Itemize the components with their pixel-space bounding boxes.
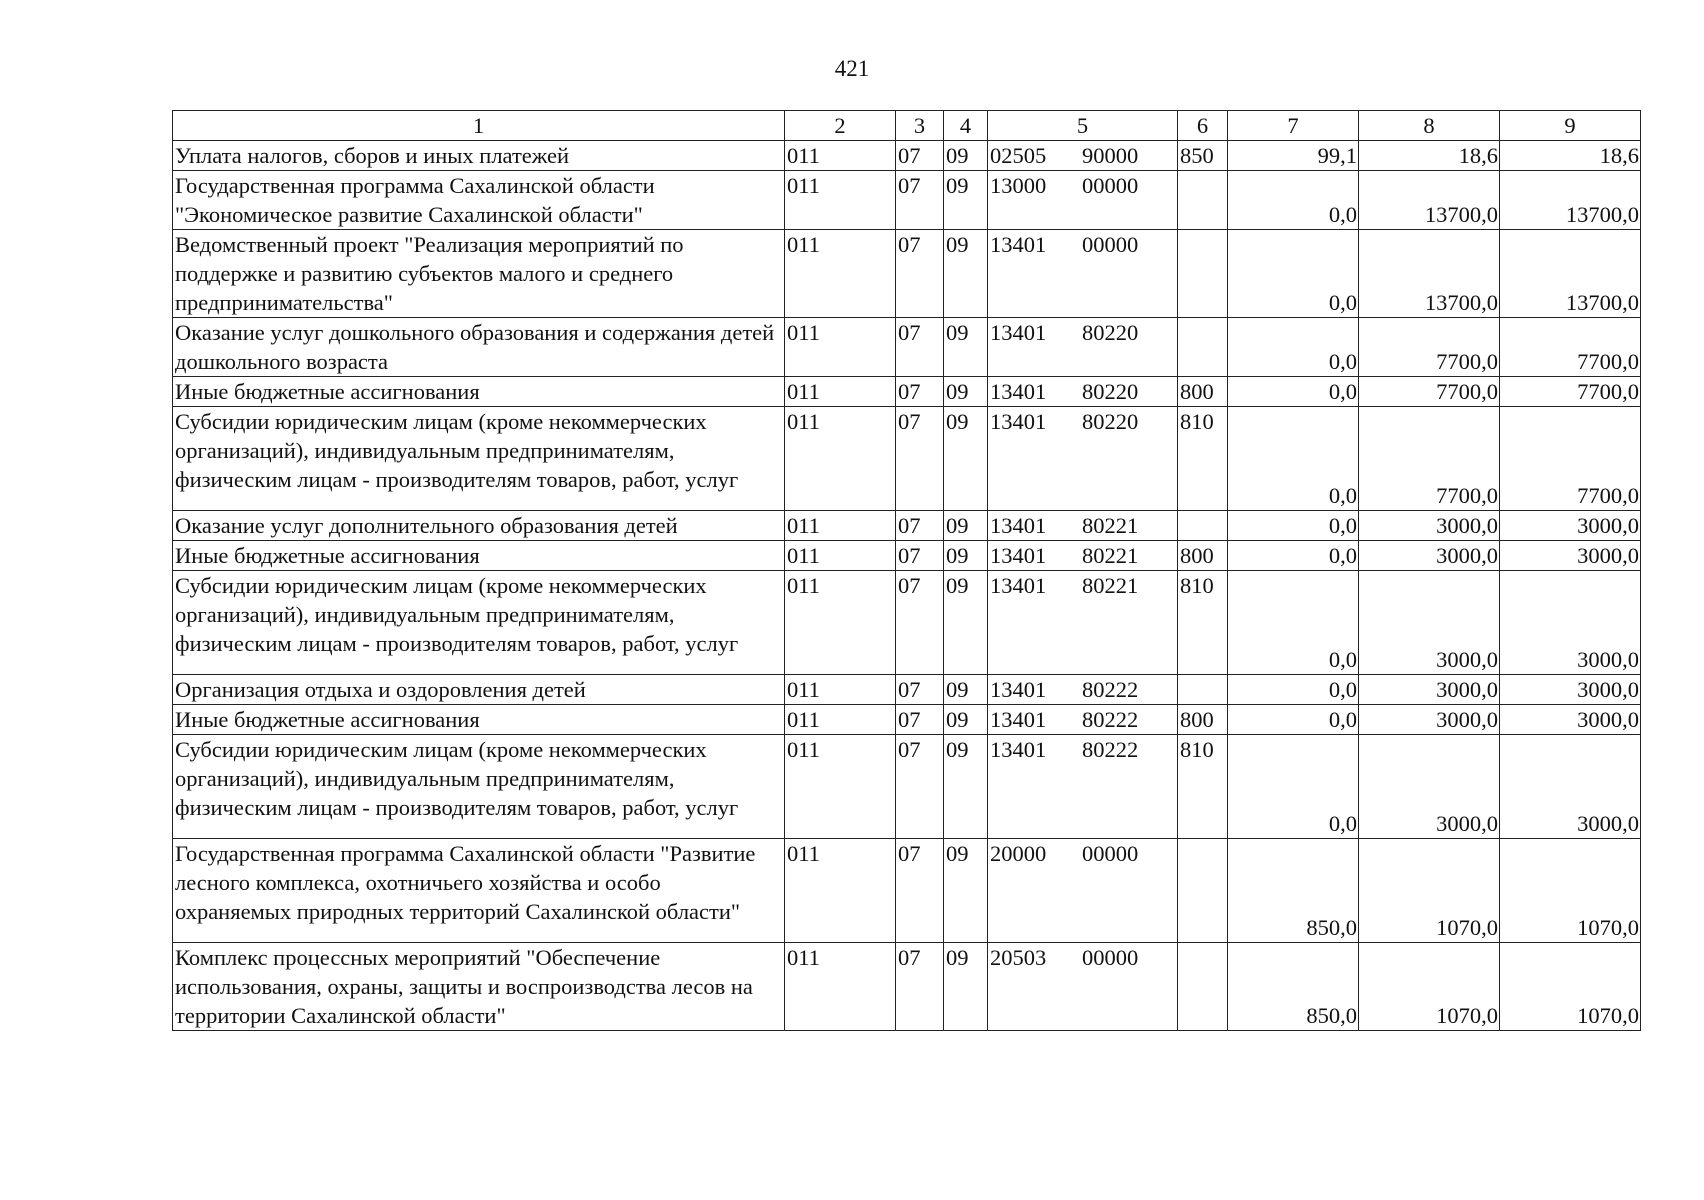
row-target-article-program: 20000: [990, 841, 1047, 866]
table-row: [173, 735, 1641, 839]
row-amount-col9: 1070,0: [1500, 943, 1641, 1031]
row-ministry-code: 011: [785, 511, 896, 541]
row-target-article-program: 13401: [990, 320, 1047, 345]
row-expense-type: 800: [1178, 705, 1228, 735]
row-amount-col9: 18,6: [1500, 141, 1641, 171]
row-ministry-code: 011: [785, 377, 896, 407]
row-section-code: 07: [896, 407, 944, 511]
row-expense-type: 850: [1178, 141, 1228, 171]
row-expense-type: [1178, 318, 1228, 377]
table-row: [173, 407, 1641, 511]
row-amount-col7: 850,0: [1228, 943, 1359, 1031]
row-name: Ведомственный проект "Реализация мероприятий по поддержке и развитию субъектов малого и среднего предпринимательства": [173, 230, 785, 318]
row-amount-col8: 18,6: [1359, 141, 1500, 171]
row-ministry-code: 011: [785, 675, 896, 705]
row-name: Иные бюджетные ассигнования: [173, 705, 785, 735]
row-name: Оказание услуг дополнительного образования детей: [173, 511, 785, 541]
header-col-8: 8: [1359, 111, 1500, 141]
row-subsection-code: 09: [944, 407, 988, 511]
row-ministry-code: 011: [785, 407, 896, 511]
table-row: [173, 839, 1641, 943]
row-subsection-code: 09: [944, 171, 988, 230]
row-ministry-code: 011: [785, 141, 896, 171]
row-target-article-program: 13401: [990, 379, 1047, 404]
row-amount-col8: 7700,0: [1359, 407, 1500, 511]
table-row: [173, 230, 1641, 318]
row-amount-col7: 0,0: [1228, 171, 1359, 230]
row-amount-col8: 3000,0: [1359, 705, 1500, 735]
row-amount-col9: 1070,0: [1500, 839, 1641, 943]
row-target-article: [988, 943, 1178, 1031]
row-expense-type: [1178, 230, 1228, 318]
row-amount-col8: 13700,0: [1359, 171, 1500, 230]
row-target-article: [988, 171, 1178, 230]
row-target-article-program: 13401: [990, 677, 1047, 702]
table-row: [173, 541, 1641, 571]
row-subsection-code: 09: [944, 541, 988, 571]
row-amount-col9: 13700,0: [1500, 230, 1641, 318]
row-target-article-program: 13401: [990, 737, 1047, 762]
row-expense-type: [1178, 839, 1228, 943]
header-row: [173, 111, 1641, 141]
row-amount-col9: 7700,0: [1500, 318, 1641, 377]
header-col-4: 4: [944, 111, 988, 141]
table-row: [173, 943, 1641, 1031]
row-target-article: [988, 318, 1178, 377]
row-ministry-code: 011: [785, 943, 896, 1031]
row-subsection-code: 09: [944, 735, 988, 839]
row-amount-col9: 3000,0: [1500, 511, 1641, 541]
row-expense-type: 810: [1178, 571, 1228, 675]
row-amount-col7: 850,0: [1228, 839, 1359, 943]
row-name: Оказание услуг дошкольного образования и содержания детей дошкольного возраста: [173, 318, 785, 377]
row-amount-col7: 0,0: [1228, 541, 1359, 571]
row-target-article: [988, 571, 1178, 675]
row-name: Иные бюджетные ассигнования: [173, 377, 785, 407]
row-section-code: 07: [896, 571, 944, 675]
row-target-article-direction: 80221: [1082, 573, 1139, 598]
row-ministry-code: 011: [785, 230, 896, 318]
row-section-code: 07: [896, 735, 944, 839]
row-name: Субсидии юридическим лицам (кроме некоммерческих организаций), индивидуальным предпринимателям, физическим лицам - производителям товаров, работ, услуг: [173, 735, 785, 839]
table-row: [173, 141, 1641, 171]
row-amount-col7: 0,0: [1228, 511, 1359, 541]
row-target-article-direction: 80220: [1082, 409, 1139, 434]
row-target-article-program: 13401: [990, 707, 1047, 732]
row-target-article: [988, 705, 1178, 735]
row-section-code: 07: [896, 377, 944, 407]
row-expense-type: [1178, 675, 1228, 705]
header-col-7: 7: [1228, 111, 1359, 141]
row-name: Комплекс процессных мероприятий "Обеспечение использования, охраны, защиты и воспроизводства лесов на территории Сахалинской области": [173, 943, 785, 1031]
row-target-article-direction: 80222: [1082, 677, 1139, 702]
row-target-article-direction: 00000: [1082, 841, 1139, 866]
table-row: [173, 675, 1641, 705]
row-subsection-code: 09: [944, 318, 988, 377]
table-row: [173, 511, 1641, 541]
row-section-code: 07: [896, 541, 944, 571]
row-amount-col7: 0,0: [1228, 377, 1359, 407]
row-expense-type: 800: [1178, 541, 1228, 571]
row-target-article-direction: 00000: [1082, 945, 1139, 970]
row-expense-type: 800: [1178, 377, 1228, 407]
row-target-article-program: 20503: [990, 945, 1047, 970]
row-subsection-code: 09: [944, 571, 988, 675]
row-section-code: 07: [896, 141, 944, 171]
row-target-article: [988, 511, 1178, 541]
row-target-article-program: 02505: [990, 143, 1047, 168]
table-row: [173, 705, 1641, 735]
row-expense-type: [1178, 943, 1228, 1031]
header-col-5: 5: [988, 111, 1178, 141]
row-amount-col8: 3000,0: [1359, 675, 1500, 705]
table-row: [173, 318, 1641, 377]
row-name: Иные бюджетные ассигнования: [173, 541, 785, 571]
row-subsection-code: 09: [944, 839, 988, 943]
row-amount-col9: 3000,0: [1500, 735, 1641, 839]
row-amount-col8: 3000,0: [1359, 735, 1500, 839]
row-amount-col7: 0,0: [1228, 675, 1359, 705]
row-target-article-program: 13401: [990, 573, 1047, 598]
row-ministry-code: 011: [785, 171, 896, 230]
row-ministry-code: 011: [785, 571, 896, 675]
row-expense-type: [1178, 511, 1228, 541]
row-amount-col9: 3000,0: [1500, 541, 1641, 571]
header-col-3: 3: [896, 111, 944, 141]
row-expense-type: 810: [1178, 407, 1228, 511]
row-target-article-program: 13000: [990, 173, 1047, 198]
row-subsection-code: 09: [944, 141, 988, 171]
row-target-article-direction: 80222: [1082, 707, 1139, 732]
row-target-article-program: 13401: [990, 513, 1047, 538]
row-name: Уплата налогов, сборов и иных платежей: [173, 141, 785, 171]
row-target-article-program: 13401: [990, 232, 1047, 257]
row-target-article: [988, 141, 1178, 171]
row-amount-col7: 0,0: [1228, 318, 1359, 377]
row-amount-col7: 99,1: [1228, 141, 1359, 171]
row-target-article-direction: 80221: [1082, 513, 1139, 538]
row-ministry-code: 011: [785, 705, 896, 735]
row-amount-col8: 1070,0: [1359, 943, 1500, 1031]
row-amount-col7: 0,0: [1228, 407, 1359, 511]
row-subsection-code: 09: [944, 675, 988, 705]
row-amount-col9: 13700,0: [1500, 171, 1641, 230]
row-amount-col8: 7700,0: [1359, 377, 1500, 407]
row-section-code: 07: [896, 675, 944, 705]
row-target-article-direction: 80221: [1082, 543, 1139, 568]
row-target-article: [988, 675, 1178, 705]
row-target-article: [988, 839, 1178, 943]
row-subsection-code: 09: [944, 511, 988, 541]
row-section-code: 07: [896, 943, 944, 1031]
row-target-article-direction: 00000: [1082, 232, 1139, 257]
row-name: Государственная программа Сахалинской области "Экономическое развитие Сахалинской области": [173, 171, 785, 230]
row-amount-col8: 7700,0: [1359, 318, 1500, 377]
row-amount-col9: 7700,0: [1500, 377, 1641, 407]
table-row: [173, 571, 1641, 675]
row-amount-col7: 0,0: [1228, 705, 1359, 735]
table-row: [173, 377, 1641, 407]
row-subsection-code: 09: [944, 230, 988, 318]
row-name: Субсидии юридическим лицам (кроме некоммерческих организаций), индивидуальным предпринимателям, физическим лицам - производителям товаров, работ, услуг: [173, 571, 785, 675]
row-expense-type: 810: [1178, 735, 1228, 839]
row-section-code: 07: [896, 318, 944, 377]
header-col-6: 6: [1178, 111, 1228, 141]
row-amount-col9: 3000,0: [1500, 571, 1641, 675]
row-target-article: [988, 230, 1178, 318]
row-amount-col8: 3000,0: [1359, 541, 1500, 571]
row-ministry-code: 011: [785, 839, 896, 943]
row-target-article-direction: 80220: [1082, 379, 1139, 404]
row-amount-col8: 3000,0: [1359, 511, 1500, 541]
page-number: 421: [834, 56, 870, 81]
row-ministry-code: 011: [785, 735, 896, 839]
row-amount-col7: 0,0: [1228, 735, 1359, 839]
header-col-1: 1: [173, 111, 785, 141]
row-amount-col9: 3000,0: [1500, 675, 1641, 705]
row-section-code: 07: [896, 171, 944, 230]
row-amount-col8: 13700,0: [1359, 230, 1500, 318]
row-target-article-direction: 90000: [1082, 143, 1139, 168]
row-amount-col9: 3000,0: [1500, 705, 1641, 735]
row-ministry-code: 011: [785, 318, 896, 377]
row-section-code: 07: [896, 839, 944, 943]
row-target-article-program: 13401: [990, 409, 1047, 434]
row-amount-col8: 3000,0: [1359, 571, 1500, 675]
row-expense-type: [1178, 171, 1228, 230]
row-subsection-code: 09: [944, 943, 988, 1031]
row-amount-col7: 0,0: [1228, 230, 1359, 318]
row-name: Субсидии юридическим лицам (кроме некоммерческих организаций), индивидуальным предпринимателям, физическим лицам - производителям товаров, работ, услуг: [173, 407, 785, 511]
row-target-article: [988, 407, 1178, 511]
row-amount-col7: 0,0: [1228, 571, 1359, 675]
row-subsection-code: 09: [944, 377, 988, 407]
row-amount-col9: 7700,0: [1500, 407, 1641, 511]
row-target-article: [988, 377, 1178, 407]
header-col-2: 2: [785, 111, 896, 141]
row-target-article-direction: 80222: [1082, 737, 1139, 762]
row-ministry-code: 011: [785, 541, 896, 571]
row-amount-col8: 1070,0: [1359, 839, 1500, 943]
row-target-article: [988, 735, 1178, 839]
row-name: Организация отдыха и оздоровления детей: [173, 675, 785, 705]
row-section-code: 07: [896, 705, 944, 735]
row-subsection-code: 09: [944, 705, 988, 735]
row-section-code: 07: [896, 511, 944, 541]
row-target-article-direction: 00000: [1082, 173, 1139, 198]
row-section-code: 07: [896, 230, 944, 318]
header-col-9: 9: [1500, 111, 1641, 141]
row-target-article-direction: 80220: [1082, 320, 1139, 345]
row-name: Государственная программа Сахалинской области "Развитие лесного комплекса, охотничьего хозяйства и особо охраняемых природных территорий Сахалинской области": [173, 839, 785, 943]
table-row: [173, 171, 1641, 230]
row-target-article: [988, 541, 1178, 571]
budget-table: [172, 110, 1641, 1031]
row-target-article-program: 13401: [990, 543, 1047, 568]
